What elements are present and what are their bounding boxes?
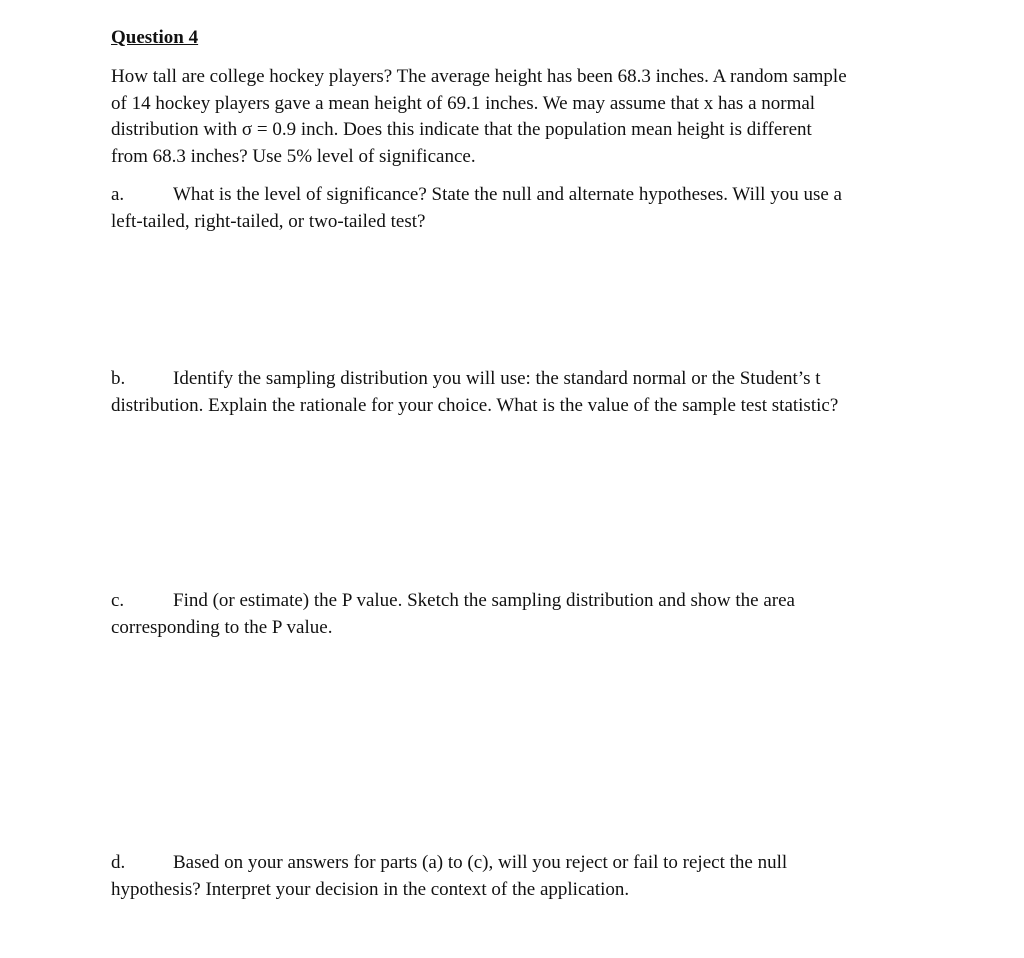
intro-line: of 14 hockey players gave a mean height of 69.1 inches. We may assume that x has a normal bbox=[111, 92, 816, 114]
part-a-text-line2: left-tailed, right-tailed, or two-tailed test? bbox=[111, 210, 426, 232]
part-c bbox=[111, 588, 916, 641]
part-b-text-line1: Identify the sampling distribution you will use: the standard normal or the Student’s t bbox=[173, 368, 821, 389]
part-d-text-line2: hypothesis? Interpret your decision in the context of the application. bbox=[111, 878, 630, 900]
question-title: Question 4 bbox=[111, 27, 199, 48]
part-a-letter: a. bbox=[111, 184, 125, 205]
part-a bbox=[111, 182, 916, 235]
question-intro bbox=[111, 64, 916, 170]
intro-line: from 68.3 inches? Use 5% level of significance. bbox=[111, 145, 476, 167]
part-d-letter: d. bbox=[111, 852, 126, 873]
part-a-text-line1: What is the level of significance? State the null and alternate hypotheses. Will you use a bbox=[173, 184, 842, 205]
part-d bbox=[111, 850, 916, 903]
part-b-text-line2: distribution. Explain the rationale for your choice. What is the value of the sample test statistic? bbox=[111, 394, 839, 416]
intro-line: How tall are college hockey players? The average height has been 68.3 inches. A random sample bbox=[111, 66, 847, 87]
part-c-text-line1: Find (or estimate) the P value. Sketch the sampling distribution and show the area bbox=[173, 590, 795, 611]
part-d-text-line1: Based on your answers for parts (a) to (c), will you reject or fail to reject the null bbox=[173, 852, 788, 873]
part-c-text-line2: corresponding to the P value. bbox=[111, 616, 333, 638]
part-b bbox=[111, 366, 916, 419]
intro-line: distribution with σ = 0.9 inch. Does this indicate that the population mean height is different bbox=[111, 119, 812, 140]
part-b-letter: b. bbox=[111, 368, 126, 389]
part-c-letter: c. bbox=[111, 590, 125, 611]
